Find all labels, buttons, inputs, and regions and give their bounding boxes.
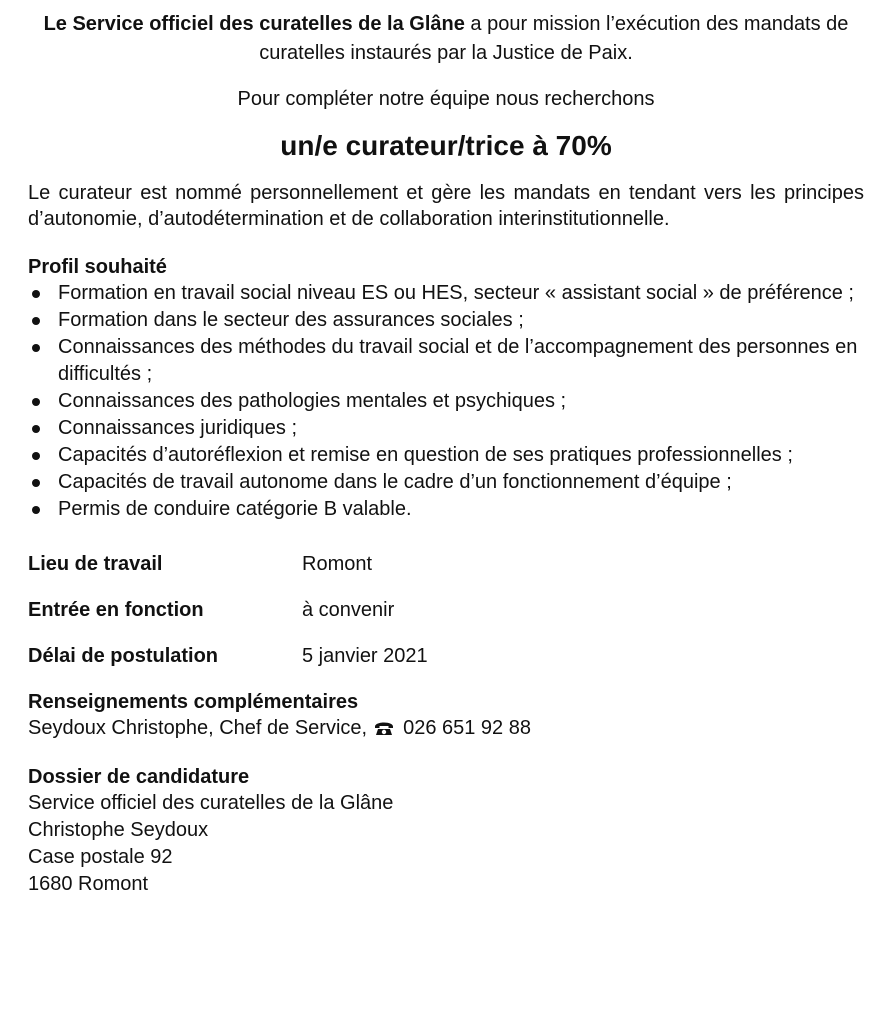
contact-heading: Renseignements complémentaires	[28, 691, 359, 713]
list-item-text: Formation en travail social niveau ES ou HES, secteur « assistant social » de préférence ;	[58, 282, 854, 304]
job-title: un/e curateur/trice à 70%	[280, 130, 612, 161]
workplace-value: Romont	[302, 553, 373, 575]
profile-heading: Profil souhaité	[28, 256, 167, 278]
organization-name: Le Service officiel des curatelles de la Glâne	[43, 13, 465, 35]
list-item	[28, 415, 864, 442]
deadline-row	[28, 643, 864, 669]
list-item	[28, 280, 864, 307]
deadline-label: Délai de postulation	[28, 645, 219, 667]
list-item-text: Permis de conduire catégorie B valable.	[58, 498, 412, 520]
address-line: Christophe Seydoux	[28, 819, 209, 841]
list-item-text: Formation dans le secteur des assurances sociales ;	[58, 309, 524, 331]
bullet-icon	[32, 344, 40, 352]
workplace-row	[28, 551, 864, 577]
application-heading: Dossier de candidature	[28, 766, 250, 788]
job-description: Le curateur est nommé personnellement et gère les mandats en tendant vers les principes d’autonomie, d’autodétermination et de collaboration interinstitutionnelle.	[28, 182, 864, 230]
list-item-text: Connaissances juridiques ;	[58, 417, 298, 439]
list-item	[28, 442, 864, 469]
list-item	[28, 307, 864, 334]
bullet-icon	[32, 317, 40, 325]
list-item-text: Connaissances des pathologies mentales et psychiques ;	[58, 390, 567, 412]
contact-phone[interactable]: 026 651 92 88	[403, 717, 531, 739]
list-item	[28, 469, 864, 496]
intro-paragraph	[28, 10, 864, 68]
start-date-row	[28, 597, 864, 623]
list-item	[28, 334, 864, 388]
lead-text: Pour compléter notre équipe nous recherchons	[237, 88, 655, 110]
list-item-text: Capacités d’autoréflexion et remise en question de ses pratiques professionnelles ;	[58, 444, 793, 466]
organization-mission: a pour mission l’exécution des mandats de curatelles instaurés par la Justice de Paix.	[259, 13, 849, 64]
list-item	[28, 496, 864, 523]
contact-section	[28, 689, 864, 742]
bullet-icon	[32, 506, 40, 514]
list-item-text: Connaissances des méthodes du travail social et de l’accompagnement des personnes en difficultés ;	[58, 336, 858, 385]
profile-list	[28, 280, 864, 523]
deadline-value: 5 janvier 2021	[302, 645, 428, 667]
bullet-icon	[32, 479, 40, 487]
address-line: Service officiel des curatelles de la Glâne	[28, 792, 394, 814]
application-section	[28, 764, 864, 898]
telephone-icon	[373, 721, 395, 736]
contact-person: Seydoux Christophe, Chef de Service,	[28, 717, 368, 739]
address-line: Case postale 92	[28, 846, 173, 868]
contact-line	[28, 715, 864, 742]
workplace-label: Lieu de travail	[28, 553, 163, 575]
list-item	[28, 388, 864, 415]
bullet-icon	[32, 290, 40, 298]
list-item-text: Capacités de travail autonome dans le cadre d’un fonctionnement d’équipe ;	[58, 471, 732, 493]
bullet-icon	[32, 452, 40, 460]
address-line: 1680 Romont	[28, 873, 149, 895]
bullet-icon	[32, 398, 40, 406]
bullet-icon	[32, 425, 40, 433]
start-date-label: Entrée en fonction	[28, 599, 204, 621]
start-date-value: à convenir	[302, 599, 395, 621]
